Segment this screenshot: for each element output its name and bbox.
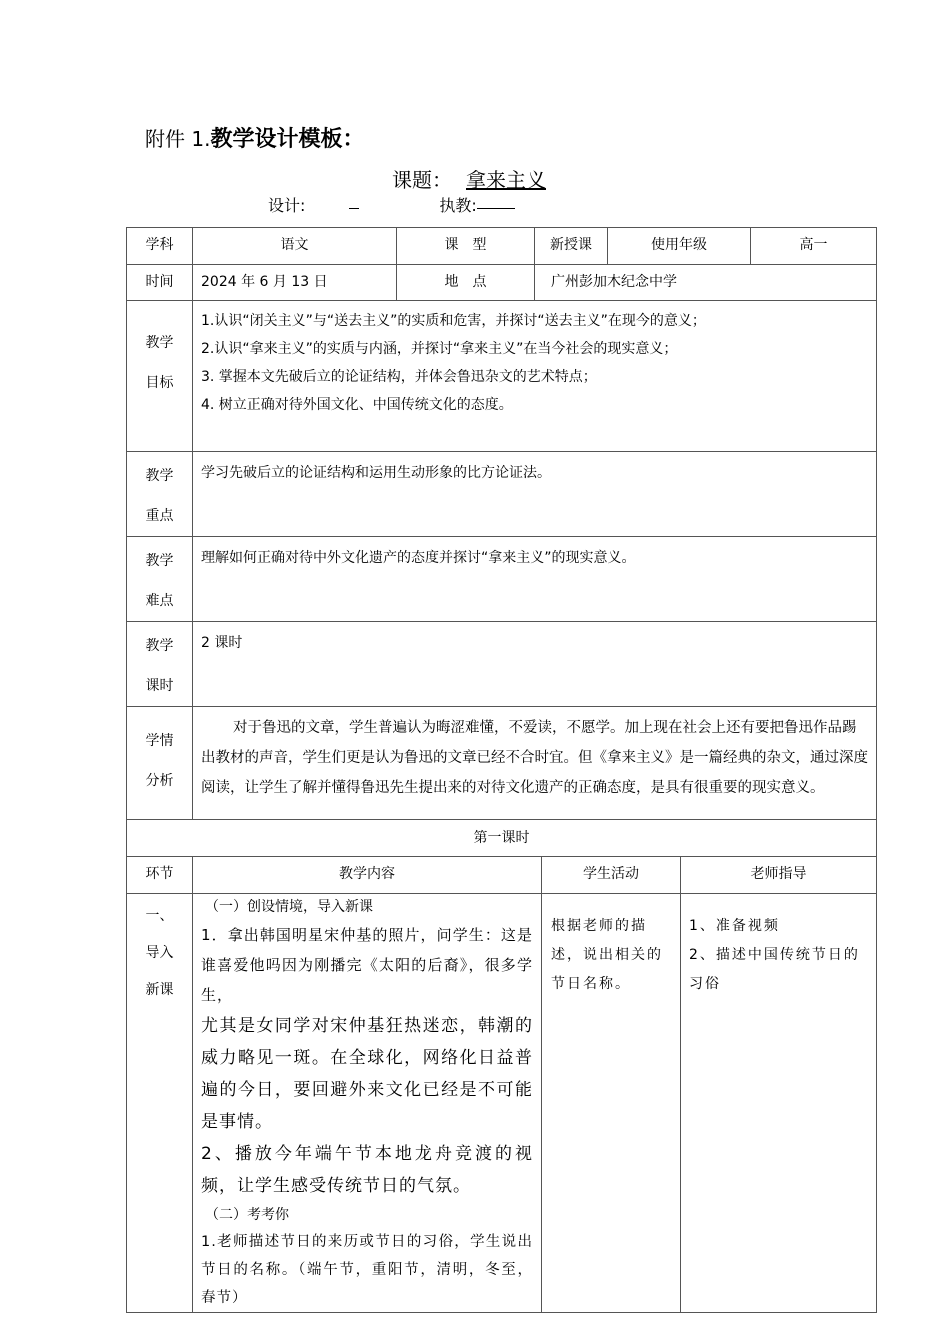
designer-label: 设计: [268,196,306,215]
teacher-blank [477,193,515,209]
time-label: 时间 [127,265,193,301]
periods-row [127,622,877,707]
goal-item: 1.认识“闭关主义”与“送去主义”的实质和危害，并探讨“送去主义”在现今的意义； [201,313,706,329]
content-paragraph-2: 2、播放今年端午节本地龙舟竞渡的视频，让学生感受传统节日的气氛。 [201,1144,533,1196]
content-paragraph-1b: 尤其是女同学对宋仲基狂热迷恋，韩潮的威力略见一斑。在全球化，网络化日益普遍的今日，要回避外来文化已经是不可能是事情。 [201,1016,533,1132]
analysis-row [127,707,877,820]
goal-item: 2.认识“拿来主义”的实质与内涵，并探讨“拿来主义”在当今社会的现实意义； [201,341,678,357]
lesson1-title: 第一课时 [127,820,877,857]
key-points-row [127,452,877,537]
content-paragraph-3: 1.老师描述节日的来历或节日的习俗，学生说出节日的名称。（端午节，重阳节，清明，冬至，春节） [201,1234,533,1306]
subject-value: 语文 [193,228,397,265]
col-content: 教学内容 [193,857,542,894]
col-teacher: 老师指导 [681,857,877,894]
type-value: 新授课 [535,228,608,265]
time-value: 2024 年 6 月 13 日 [193,265,397,301]
col-stage: 环节 [127,857,193,894]
difficulty-row [127,537,877,622]
stage1-content [193,894,542,1313]
info-row-1 [127,228,877,265]
key-points-label: 教学 重点 [127,452,193,537]
content-heading-2: （二）考考你 [205,1207,289,1223]
stage1-student-activity: 根据老师的描述，说出相关的节日名称。 [542,894,681,1313]
lesson1-title-row [127,820,877,857]
goals-row [127,301,877,452]
goals-content [193,301,877,452]
designer-blank [349,193,359,209]
lesson-plan-table [126,227,877,1313]
type-label: 课 型 [397,228,535,265]
periods-text: 2 课时 [193,622,877,707]
analysis-text: 对于鲁迅的文章，学生普遍认为晦涩难懂，不爱读，不愿学。加上现在社会上还有要把鲁迅作品踢出教材的声音，学生们更是认为鲁迅的文章已经不合时宜。但《拿来主义》是一篇经典的杂文，通过深度阅读，让学生了解并懂得鲁迅先生提出来的对待文化遗产的正确态度，是具有很重要的现实意义。 [193,707,877,820]
key-points-text: 学习先破后立的论证结构和运用生动形象的比方论证法。 [193,452,877,537]
title-text: 教学设计模板： [210,127,365,152]
periods-label: 教学 课时 [127,622,193,707]
lesson1-stage1-row [127,894,877,1313]
lesson1-header-row [127,857,877,894]
stage1-teacher-guidance: 1、准备视频 2、描述中国传统节日的习俗 [681,894,877,1313]
goal-item: 3. 掌握本文先破后立的论证结构，并体会鲁迅杂文的艺术特点； [201,369,597,385]
grade-value: 高一 [751,228,877,265]
goals-label: 教学 目标 [127,301,193,452]
designer-line [268,193,515,216]
topic-name: 拿来主义 [466,168,546,192]
content-paragraph-1: 1．拿出韩国明星宋仲基的照片，问学生：这是谁喜爱他吗因为刚播完《太阳的后裔》，很多学生， [201,926,533,1004]
difficulty-text: 理解如何正确对待中外文化遗产的态度并探讨“拿来主义”的现实意义。 [193,537,877,622]
place-value: 广州彭加木纪念中学 [535,265,877,301]
document-title [145,122,364,153]
goal-item: 4. 树立正确对待外国文化、中国传统文化的态度。 [201,397,513,413]
topic-line [392,164,566,193]
place-label: 地 点 [397,265,535,301]
topic-label: 课题： [392,168,452,192]
col-student: 学生活动 [542,857,681,894]
analysis-label: 学情 分析 [127,707,193,820]
title-prefix: 附件 1. [145,127,211,151]
difficulty-label: 教学 难点 [127,537,193,622]
teacher-label: 执教: [439,196,477,215]
content-heading-1: （一）创设情境，导入新课 [205,899,373,915]
subject-label: 学科 [127,228,193,265]
stage1-label: 一、 导入 新课 [127,894,193,1313]
grade-label: 使用年级 [608,228,751,265]
info-row-2 [127,265,877,301]
